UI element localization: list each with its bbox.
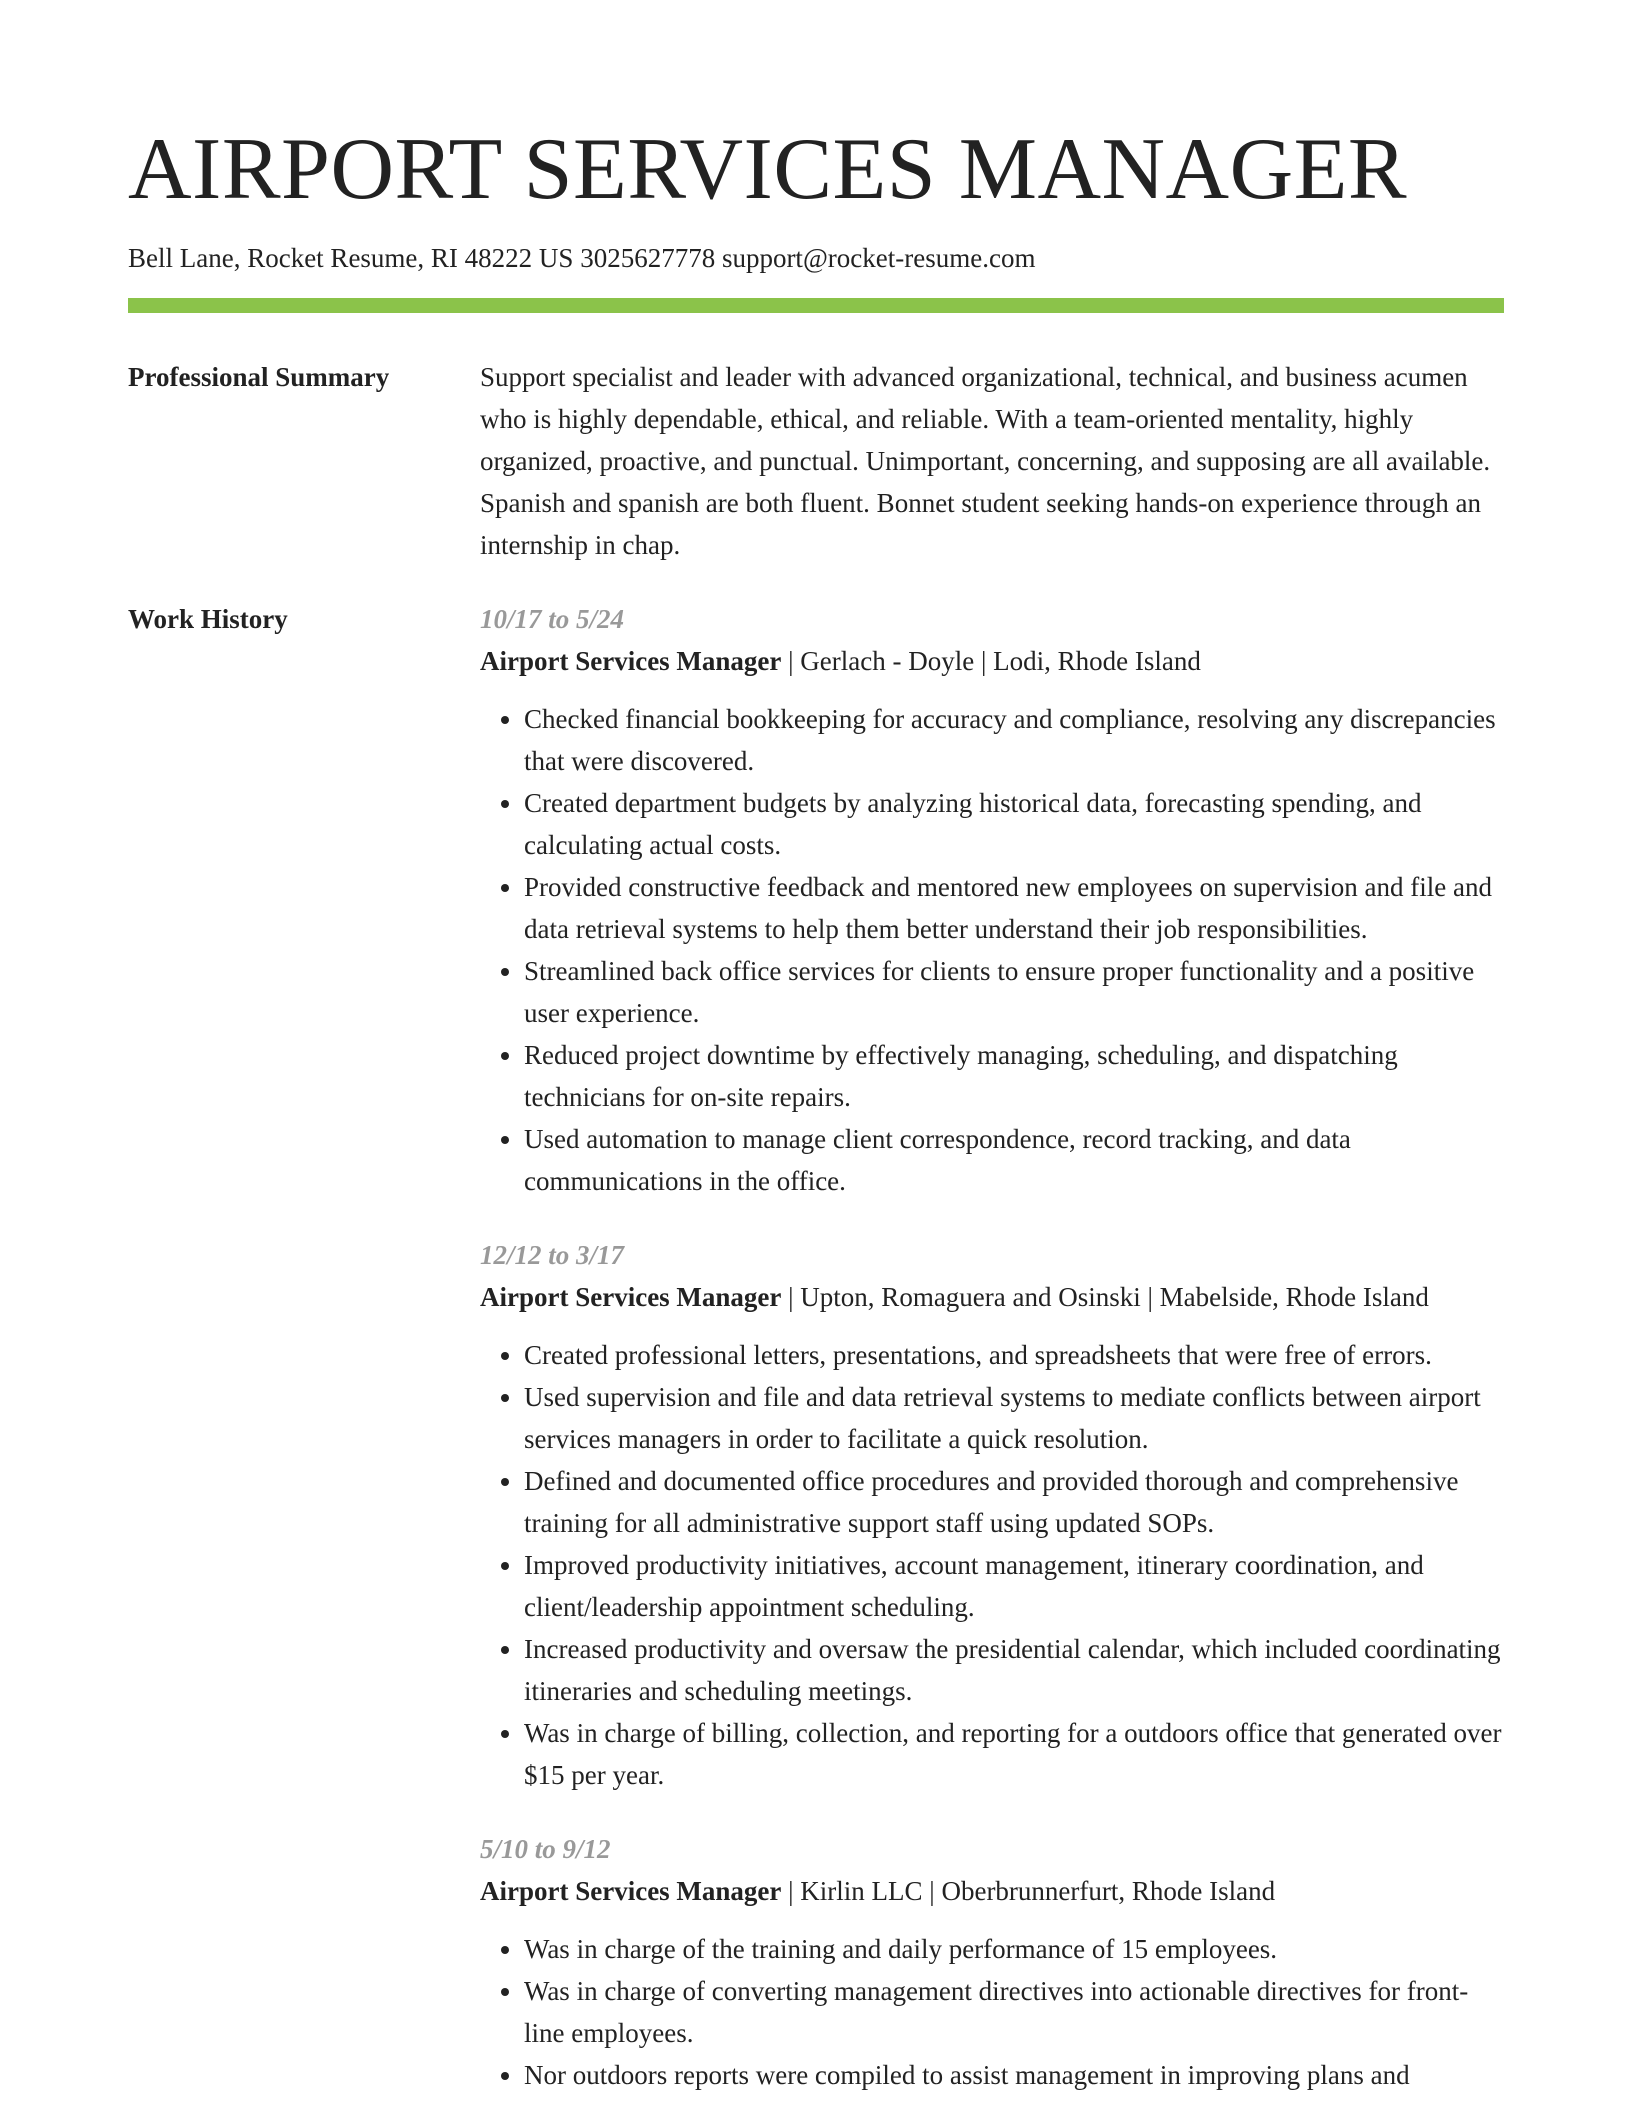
summary-text: Support specialist and leader with advanced organizational, technical, and business acumen who is highly dependable, ethical, and reliable. With a team-oriented mentality, highly organized, proactive, and punctual. Unimportant, concerning, and supposing are all available. Spanish and spanish are both fluent. Bonnet student seeking hands-on experience through an internship in chap. — [480, 362, 1491, 560]
resume-page — [128, 0, 1504, 2128]
job-bullet: • Streamlined back office services for clients to ensure proper functionality and a positive user experience. — [524, 950, 1504, 1034]
job-bullet-list — [480, 1334, 1504, 1796]
job-heading — [480, 1870, 1504, 1912]
job-dates: 12/12 to 3/17 — [480, 1240, 625, 1270]
job-bullet: • Created department budgets by analyzing historical data, forecasting spending, and calculating actual costs. — [524, 782, 1504, 866]
job-bullet: • Nor outdoors reports were compiled to assist management in improving plans and — [524, 2054, 1504, 2096]
job-details: | Gerlach - Doyle | Lodi, Rhode Island — [781, 646, 1201, 676]
job-bullet: • Was in charge of the training and daily performance of 15 employees. — [524, 1928, 1504, 1970]
job-bullet-list — [480, 698, 1504, 1202]
contact-email: support@rocket-resume.com — [721, 243, 1036, 273]
job-bullet: • Improved productivity initiatives, account management, itinerary coordination, and client/leadership appointment scheduling. — [524, 1544, 1504, 1628]
job-details: | Kirlin LLC | Oberbrunnerfurt, Rhode Island — [781, 1876, 1276, 1906]
job-bullet: • Increased productivity and oversaw the presidential calendar, which included coordinating itineraries and scheduling meetings. — [524, 1628, 1504, 1712]
accent-divider — [128, 298, 1504, 313]
job-entry — [480, 1828, 1504, 2096]
job-bullet: • Used supervision and file and data retrieval systems to mediate conflicts between airport services managers in order to facilitate a quick resolution. — [524, 1376, 1504, 1460]
job-entry — [480, 598, 1504, 1202]
work-history-body — [480, 598, 1504, 2128]
job-title: Airport Services Manager — [480, 1282, 782, 1312]
resume-title: AIRPORT SERVICES MANAGER — [128, 121, 1408, 218]
professional-summary-section — [128, 356, 1504, 566]
job-bullet: • Used automation to manage client correspondence, record tracking, and data communications in the office. — [524, 1118, 1504, 1202]
job-bullet: • Checked financial bookkeeping for accuracy and compliance, resolving any discrepancies that were discovered. — [524, 698, 1504, 782]
job-bullet: • Was in charge of billing, collection, and reporting for a outdoors office that generated over $15 per year. — [524, 1712, 1504, 1796]
job-entry — [480, 1234, 1504, 1796]
contact-address: Bell Lane, Rocket Resume, RI 48222 US — [128, 243, 574, 273]
job-bullet-list — [480, 1928, 1504, 2096]
section-label-work-history: Work History — [128, 604, 288, 634]
job-dates: 5/10 to 9/12 — [480, 1834, 611, 1864]
work-history-section — [128, 598, 1504, 2128]
contact-phone: 3025627778 — [580, 243, 716, 273]
summary-body — [480, 356, 1504, 566]
job-bullet: • Created professional letters, presentations, and spreadsheets that were free of errors. — [524, 1334, 1504, 1376]
job-title: Airport Services Manager — [480, 1876, 782, 1906]
job-bullet: • Defined and documented office procedures and provided thorough and comprehensive training for all administrative support staff using updated SOPs. — [524, 1460, 1504, 1544]
section-label-professional-summary: Professional Summary — [128, 362, 390, 392]
job-heading — [480, 640, 1504, 682]
job-dates: 10/17 to 5/24 — [480, 604, 625, 634]
job-details: | Upton, Romaguera and Osinski | Mabelside, Rhode Island — [781, 1282, 1429, 1312]
contact-line — [128, 240, 1504, 276]
job-title: Airport Services Manager — [480, 646, 782, 676]
job-heading — [480, 1276, 1504, 1318]
job-bullet: • Provided constructive feedback and mentored new employees on supervision and file and data retrieval systems to help them better understand their job responsibilities. — [524, 866, 1504, 950]
job-bullet: • Reduced project downtime by effectively managing, scheduling, and dispatching technicians for on-site repairs. — [524, 1034, 1504, 1118]
job-bullet: • Was in charge of converting management directives into actionable directives for front-line employees. — [524, 1970, 1504, 2054]
